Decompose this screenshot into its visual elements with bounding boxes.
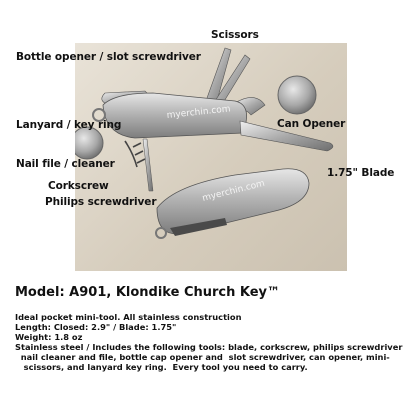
product-title: Model: A901, Klondike Church Key™ (15, 285, 281, 300)
description-line: scissors, and lanyard key ring. Every tool you need to carry. (15, 362, 308, 372)
coin (278, 76, 316, 114)
callout-can-opener: Can Opener (277, 118, 346, 130)
callout-bottle-opener: Bottle opener / slot screwdriver (16, 51, 201, 63)
corkscrew (125, 141, 145, 167)
callout-corkscrew: Corkscrew (48, 180, 109, 192)
description-line: Ideal pocket mini-tool. All stainless construction (15, 312, 242, 322)
product-photo (75, 43, 347, 271)
description-line: Weight: 1.8 oz (15, 332, 83, 342)
coin (75, 127, 103, 159)
description-line: Length: Closed: 2.9" / Blade: 1.75" (15, 322, 177, 332)
description-line: nail cleaner and file, bottle cap opener and slot screwdriver, can opener, mini- (15, 352, 390, 362)
philips-screwdriver (143, 139, 153, 191)
engraving: myerchin.com (201, 178, 266, 204)
description-line: Stainless steel / Includes the following tools: blade, corkscrew, philips screwdriver (15, 342, 403, 352)
knife-illustration (75, 43, 347, 271)
engraving: myerchin.com (166, 104, 232, 121)
knife-body-closed (157, 169, 309, 234)
callout-philips: Philips screwdriver (45, 196, 157, 208)
callout-lanyard: Lanyard / key ring (16, 119, 122, 131)
callout-blade: 1.75" Blade (327, 167, 395, 179)
callout-nail-file: Nail file / cleaner (16, 158, 115, 170)
key-ring (156, 228, 166, 238)
callout-scissors: Scissors (211, 29, 259, 41)
